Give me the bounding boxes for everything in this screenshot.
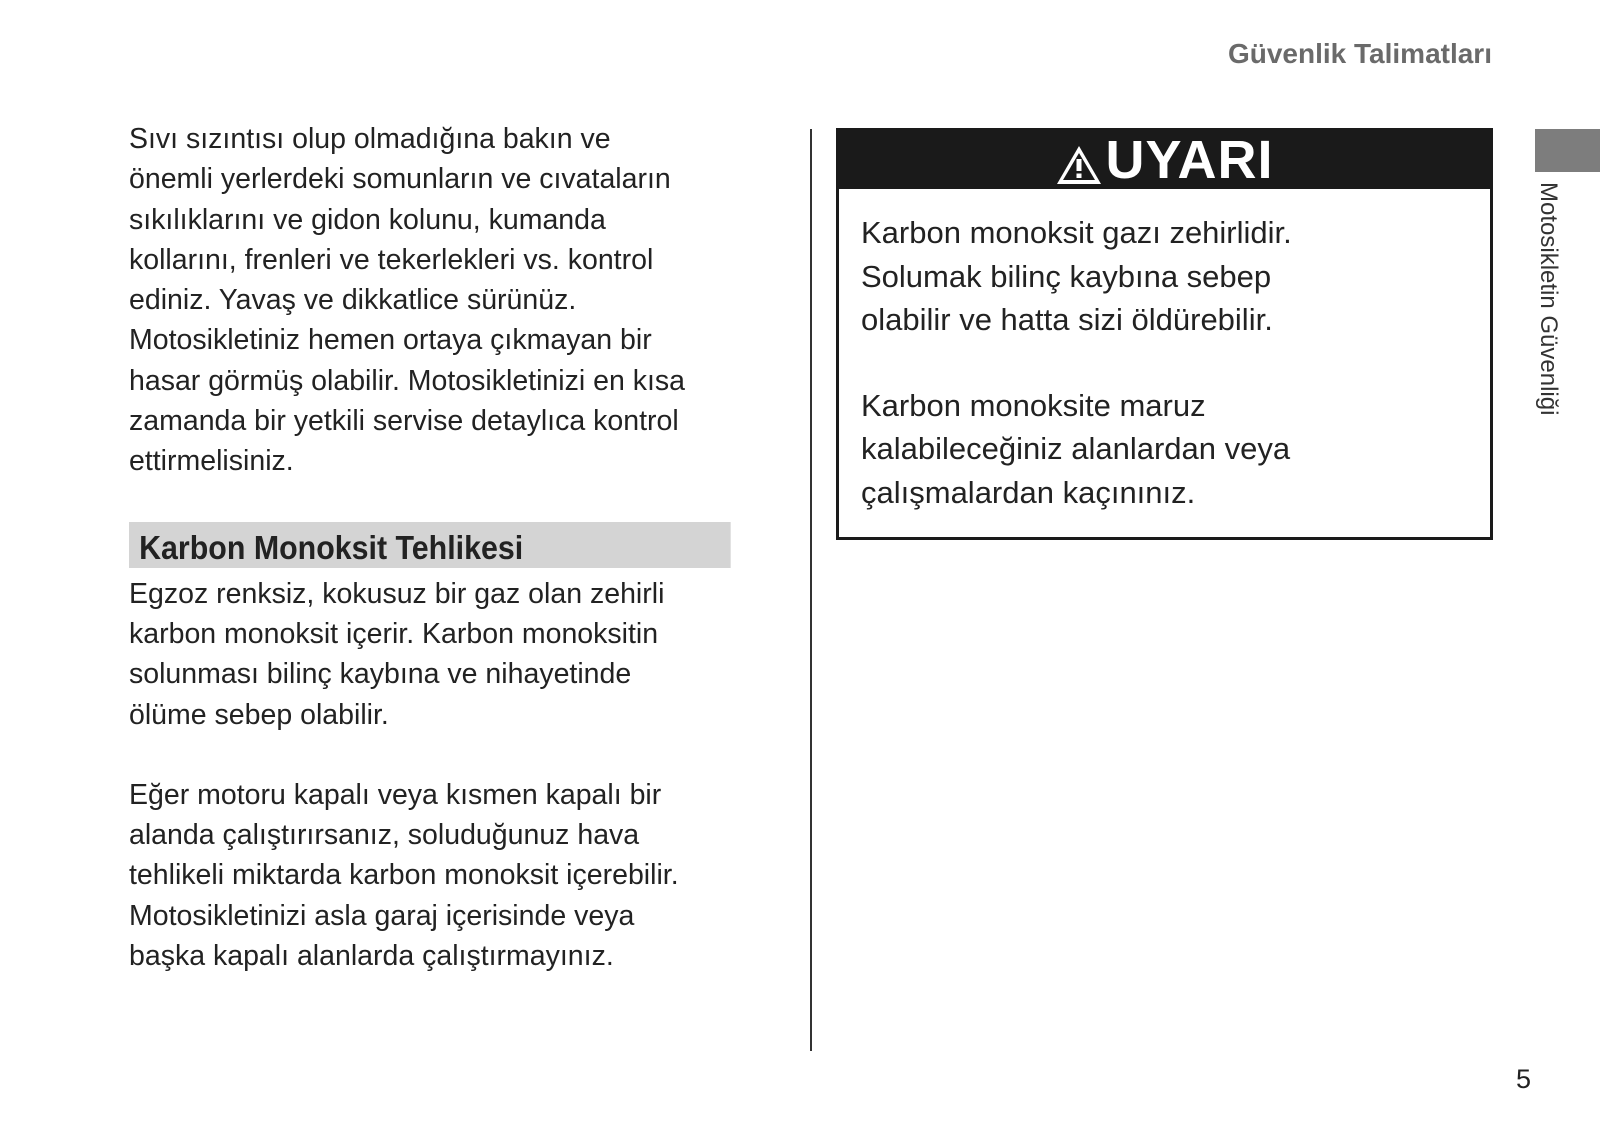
section-tab-label: Motosikletin Güvenliği xyxy=(1535,182,1562,416)
text-line: solunması bilinç kaybına ve nihayetinde xyxy=(129,658,632,691)
text-line: zamanda bir yetkili servise detaylıca kontrol xyxy=(129,405,679,438)
text-line: tehlikeli miktarda karbon monoksit içerebilir. xyxy=(129,859,679,892)
warning-box xyxy=(836,128,1493,540)
text-line: Eğer motoru kapalı veya kısmen kapalı bir xyxy=(129,778,662,811)
text-line: karbon monoksit içerir. Karbon monoksitin xyxy=(129,617,659,650)
text-line: çalışmalardan kaçınınız. xyxy=(861,474,1196,510)
warning-body xyxy=(839,189,1490,514)
page-header-title: Güvenlik Talimatları xyxy=(1227,38,1492,69)
column-divider xyxy=(810,129,812,1051)
warning-title: UYARI xyxy=(1105,130,1274,190)
text-line: ediniz. Yavaş ve dikkatlice sürünüz. xyxy=(129,284,577,317)
text-line: hasar görmüş olabilir. Motosikletinizi en kısa xyxy=(129,364,685,397)
intro-paragraph xyxy=(129,119,789,482)
section-heading: Karbon Monoksit Tehlikesi xyxy=(129,522,731,568)
text-line: Karbon monoksite maruz xyxy=(861,387,1206,423)
text-line: Motosikletiniz hemen ortaya çıkmayan bir xyxy=(129,324,652,357)
text-line: kollarını, frenleri ve tekerlekleri vs. kontrol xyxy=(129,243,654,276)
text-line: Egzoz renksiz, kokusuz bir gaz olan zehirli xyxy=(129,577,665,610)
warning-paragraph xyxy=(861,211,1470,342)
text-line: önemli yerlerdeki somunların ve cıvataların xyxy=(129,163,671,196)
text-line: kalabileceğiniz alanlardan veya xyxy=(861,431,1291,466)
text-line: Karbon monoksit gazı zehirlidir. xyxy=(861,215,1292,250)
text-line: başka kapalı alanlarda çalıştırmayınız. xyxy=(129,940,614,973)
warning-header xyxy=(839,131,1490,189)
page-number: 5 xyxy=(1516,1064,1532,1094)
section-tab-marker xyxy=(1535,129,1600,172)
text-line: alanda çalıştırırsanız, soluduğunuz hava xyxy=(129,819,640,852)
left-column xyxy=(129,119,789,976)
body-paragraph xyxy=(129,574,789,735)
body-paragraph xyxy=(129,775,789,976)
text-line: sıkılıklarını ve gidon kolunu, kumanda xyxy=(129,203,606,236)
warning-triangle-icon xyxy=(1055,138,1103,182)
warning-paragraph xyxy=(861,384,1470,515)
text-line: Motosikletinizi asla garaj içerisinde veya xyxy=(129,899,635,932)
text-line: ölüme sebep olabilir. xyxy=(129,698,389,731)
text-line: olabilir ve hatta sizi öldürebilir. xyxy=(861,302,1273,337)
text-line: Solumak bilinç kaybına sebep xyxy=(861,258,1272,294)
text-line: Sıvı sızıntısı olup olmadığına bakın ve xyxy=(129,123,611,155)
text-line: ettirmelisiniz. xyxy=(129,445,294,478)
